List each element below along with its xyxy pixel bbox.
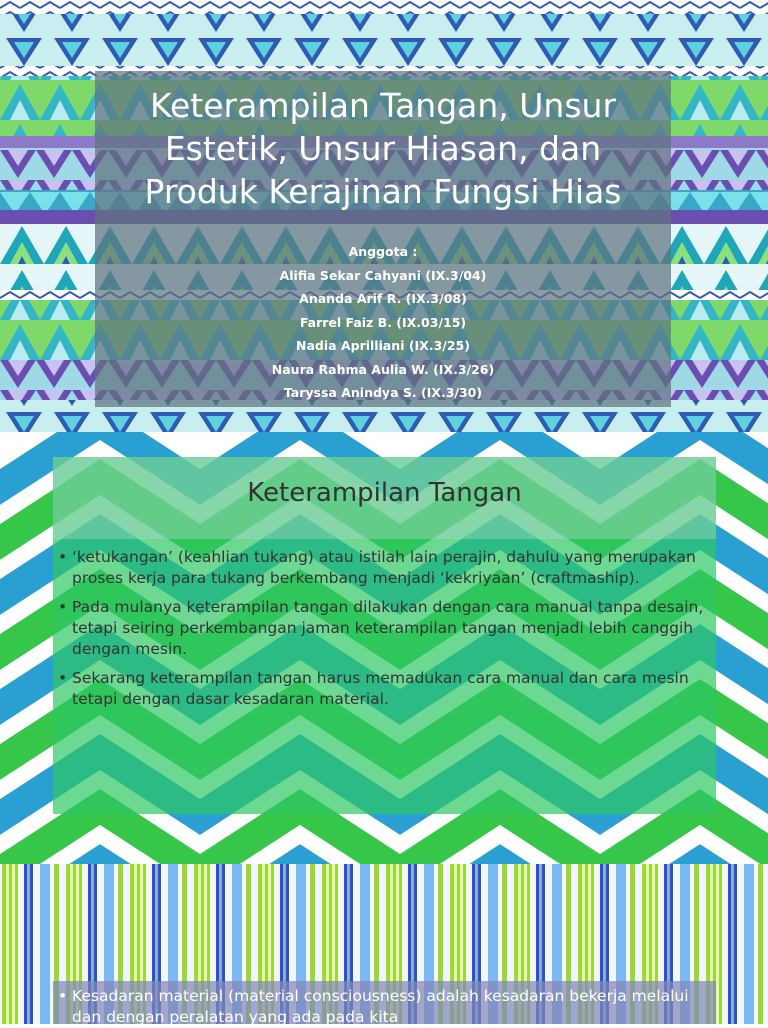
title-slide — [0, 0, 768, 432]
member-item: Farrel Faiz B. (IX.03/15) — [299, 314, 467, 330]
bullet-list — [58, 986, 708, 1028]
list-item: • Pada mulanya keterampilan tangan dilakukan dengan cara manual tanpa desain, tetapi seiring perkembangan jaman keterampilan tangan menjadi lebih canggih dengan mesin. — [58, 597, 708, 660]
member-item: Alifia Sekar Cahyani (IX.3/04) — [279, 267, 487, 283]
member-item: Ananda Arif R. (IX.3/08) — [299, 291, 467, 306]
title-line: Keterampilan Tangan, Unsur — [149, 86, 617, 125]
members-heading: Anggota : — [348, 244, 418, 259]
member-item: Taryssa Anindya S. (IX.3/30) — [283, 385, 483, 400]
list-item: • ‘ketukangan’ (keahlian tukang) atau istilah lain perajin, dahulu yang merupakan proses kerja para tukang berkembang menjadi ‘kekriyaan’ (craftmaship). — [58, 547, 708, 589]
list-item: • Kesadaran material (material consciousness) adalah kesadaran bekerja melalui dan dengan peralatan yang ada pada kita — [58, 986, 708, 1028]
members-list — [95, 240, 671, 405]
title-line: Estetik, Unsur Hiasan, dan — [164, 129, 602, 168]
list-item: • Sekarang keterampilan tangan harus memadukan cara manual dan cara mesin tetapi dengan dasar kesadaran material. — [58, 668, 708, 710]
member-item: Nadia Aprilliani (IX.3/25) — [296, 338, 470, 353]
member-item: Naura Rahma Aulia W. (IX.3/26) — [271, 361, 495, 377]
bullet-list — [58, 547, 708, 718]
section-heading: Keterampilan Tangan — [247, 478, 522, 508]
slide-title — [95, 84, 671, 213]
title-line: Produk Kerajinan Fungsi Hias — [144, 172, 622, 211]
